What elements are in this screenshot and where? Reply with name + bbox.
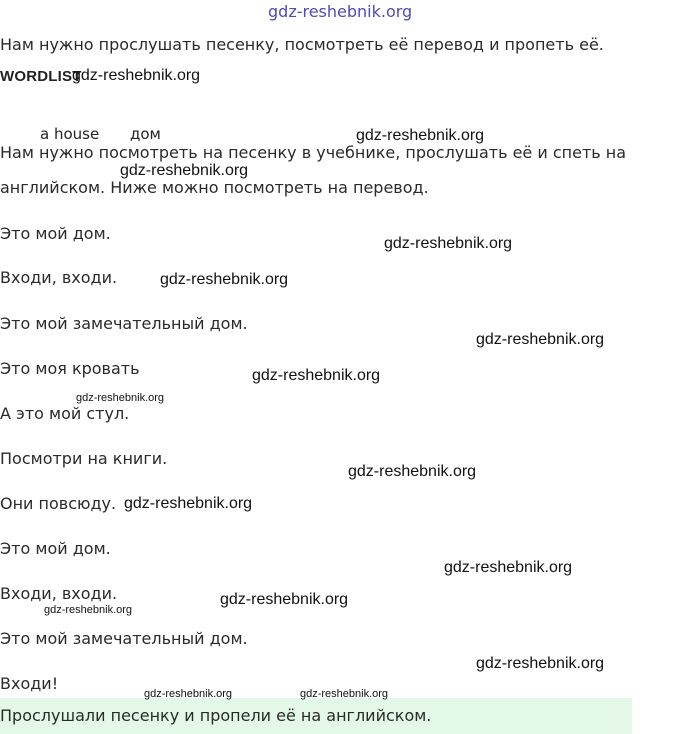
watermark: gdz-reshebnik.org <box>144 688 233 700</box>
watermark: gdz-reshebnik.org <box>72 67 201 84</box>
watermark: gdz-reshebnik.org <box>444 559 573 576</box>
song-line: Входи! <box>0 674 59 693</box>
wordlist-partial-translation: дом <box>130 125 161 143</box>
wordlist-partial-word: a house <box>40 125 100 143</box>
watermark: gdz-reshebnik.org <box>252 367 381 384</box>
result-text: Прослушали песенку и пропели её на английском. <box>0 706 432 725</box>
watermark: gdz-reshebnik.org <box>44 604 133 616</box>
watermark: gdz-reshebnik.org <box>348 463 477 480</box>
song-line: Это мой дом. <box>0 539 111 558</box>
watermark: gdz-reshebnik.org <box>356 127 485 144</box>
song-line: А это мой стул. <box>0 404 130 423</box>
watermark: gdz-reshebnik.org <box>124 495 253 512</box>
watermark: gdz-reshebnik.org <box>76 392 165 404</box>
watermark: gdz-reshebnik.org <box>160 271 289 288</box>
song-line: Это мой замечательный дом. <box>0 314 248 333</box>
song-line: Это моя кровать <box>0 359 140 378</box>
explanation-line-1: Нам нужно посмотреть на песенку в учебнике, прослушать её и спеть на <box>0 143 627 162</box>
watermark: gdz-reshebnik.org <box>476 331 605 348</box>
song-line: Посмотри на книги. <box>0 449 168 468</box>
watermark: gdz-reshebnik.org <box>384 235 513 252</box>
watermark: gdz-reshebnik.org <box>476 655 605 672</box>
watermark: gdz-reshebnik.org <box>120 162 249 179</box>
wordlist-title: WORDLIST <box>0 68 82 85</box>
song-line: Это мой замечательный дом. <box>0 629 248 648</box>
intro-text: Нам нужно прослушать песенку, посмотреть её перевод и пропеть её. <box>0 35 604 54</box>
song-line: Входи, входи. <box>0 268 118 287</box>
song-line: Входи, входи. <box>0 584 118 603</box>
watermark-top: gdz-reshebnik.org <box>268 2 413 21</box>
explanation-line-2: английском. Ниже можно посмотреть на перевод. <box>0 178 429 197</box>
song-line: Они повсюду. <box>0 494 117 513</box>
song-line: Это мой дом. <box>0 224 111 243</box>
watermark: gdz-reshebnik.org <box>300 688 389 700</box>
watermark: gdz-reshebnik.org <box>220 591 349 608</box>
result-box <box>0 698 632 734</box>
